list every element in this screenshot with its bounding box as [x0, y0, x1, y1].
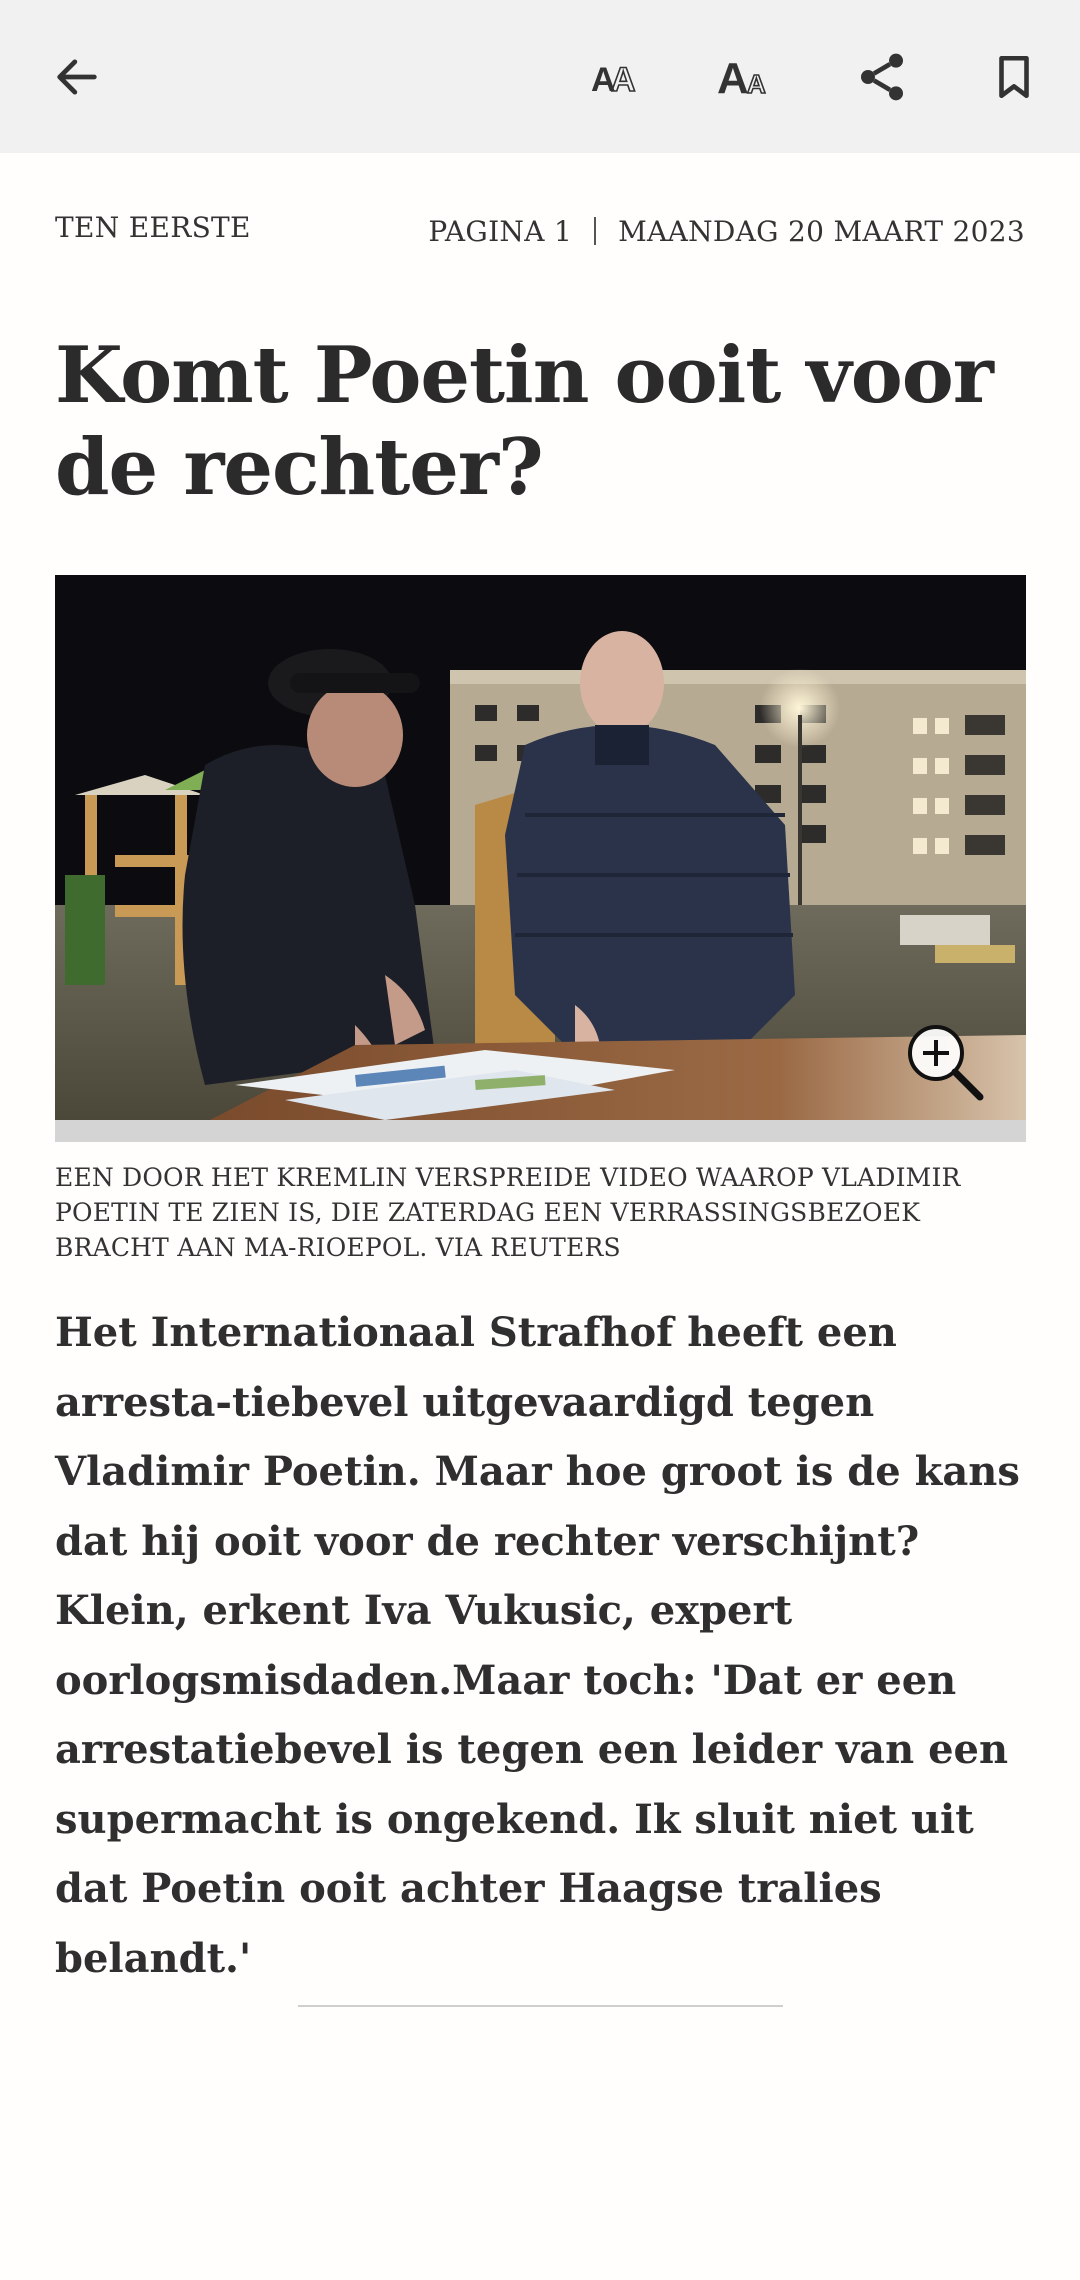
- bookmark-icon: [989, 50, 1039, 104]
- svg-text:A: A: [747, 69, 766, 99]
- svg-text:A: A: [717, 54, 749, 103]
- section-label: TEN EERSTE: [55, 211, 251, 244]
- arrow-left-icon: [51, 51, 103, 103]
- svg-text:A: A: [591, 61, 616, 99]
- article-title: Komt Poetin ooit voor de rechter?: [55, 330, 993, 513]
- top-toolbar: [0, 0, 1080, 153]
- article-photo[interactable]: [55, 575, 1026, 1142]
- photo-image: [55, 575, 1026, 1120]
- divider: [298, 2005, 783, 2007]
- text-size-increase-button[interactable]: [708, 35, 792, 119]
- text-size-increase-icon: [715, 45, 785, 109]
- back-button[interactable]: [35, 35, 119, 119]
- share-button[interactable]: [840, 35, 924, 119]
- share-icon: [854, 49, 910, 105]
- publication-date: MAANDAG 20 MAART 2023: [618, 214, 1025, 248]
- zoom-in-icon: [900, 1017, 990, 1107]
- photo-caption: EEN DOOR HET KREMLIN VERSPREIDE VIDEO WAAROP VLADIMIR POETIN TE ZIEN IS, DIE ZATERDAG EEN VERRASSINGSBEZOEK BRACHT AAN MA-RIOEPOL. VIA REUTERS: [55, 1163, 961, 1262]
- page-number: PAGINA 1: [428, 214, 573, 248]
- article-lead: Het Internationaal Strafhof heeft een arresta-tiebevel uitgevaardigd tegen Vladimir Poetin. Maar hoe groot is de kans dat hij ooit voor de rechter verschijnt? Klein, erkent Iva Vukusic, expert oorlogsmisdaden.Maar toch: 'Dat er een arrestatiebevel is tegen een leider van een supermacht is ongekend. Ik sluit niet uit dat Poetin ooit achter Haagse tralies belandt.': [55, 1309, 1020, 1982]
- zoom-button[interactable]: [900, 1017, 990, 1107]
- separator: [594, 217, 596, 245]
- svg-text:A: A: [611, 61, 636, 99]
- bookmark-button[interactable]: [972, 35, 1056, 119]
- text-size-decrease-icon: [585, 45, 649, 109]
- text-size-decrease-button[interactable]: [575, 35, 659, 119]
- page-date-line: [428, 211, 1025, 251]
